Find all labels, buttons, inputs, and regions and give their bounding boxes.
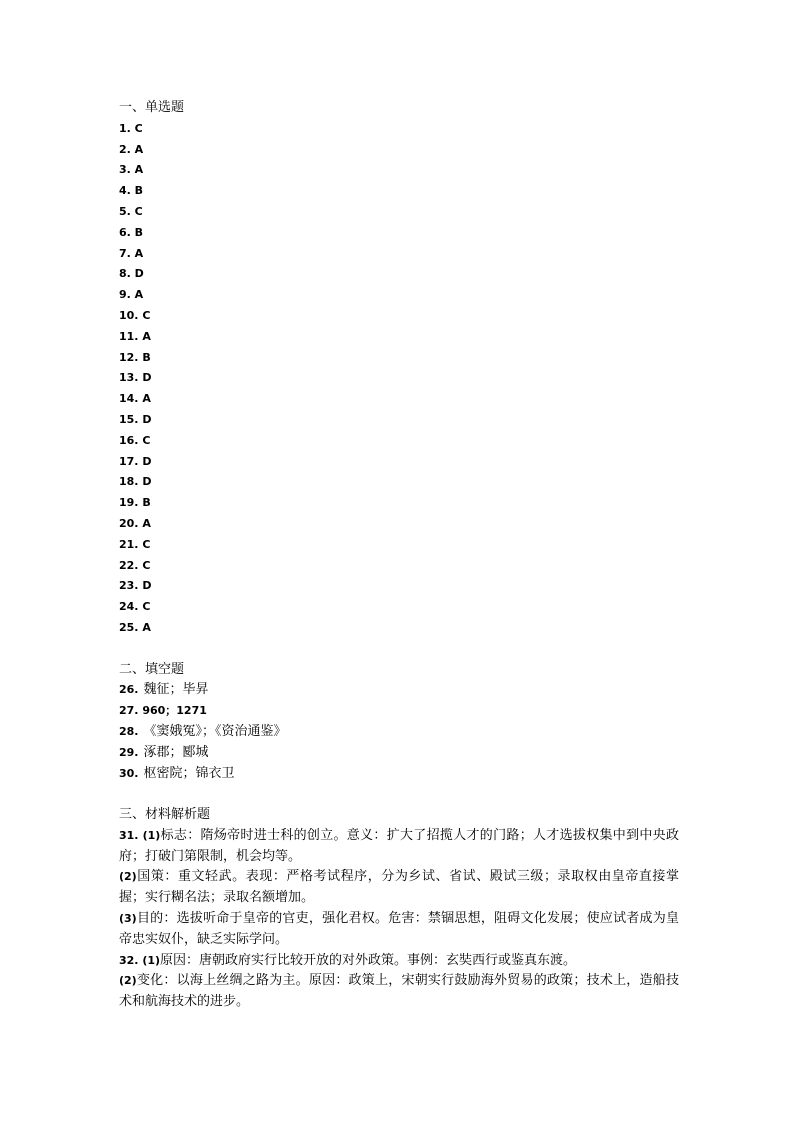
single-choice-answer: 19. B: [119, 496, 151, 510]
material-analysis-answer: [119, 971, 679, 1013]
single-choice-answer: 25. A: [119, 620, 151, 634]
single-choice-answer: 3. A: [119, 163, 144, 177]
section-spacer: [119, 639, 679, 660]
answer-text: 变化：以海上丝绸之路为主。原因：政策上，宋朝实行鼓励海外贸易的政策；技术上，造船技术和航海技术的进步。: [119, 973, 679, 1010]
single-choice-answer: 12. B: [119, 350, 151, 364]
single-choice-answer: 6. B: [119, 225, 144, 239]
question-number: (2): [119, 870, 137, 884]
material-analysis-answer: [119, 826, 679, 868]
single-choice-answer: 1. C: [119, 121, 143, 135]
single-choice-answer: 8. D: [119, 267, 144, 281]
fill-blank-answer-list: [119, 680, 679, 784]
fill-blank-answer: [119, 701, 679, 722]
question-number: 26.: [119, 683, 139, 697]
section-spacer: [119, 784, 679, 805]
material-analysis-answer-list: [119, 826, 679, 1013]
material-analysis-answer: [119, 951, 679, 972]
question-number: 30.: [119, 766, 139, 780]
answer-text: 枢密院；锦衣卫: [143, 765, 235, 781]
material-analysis-answer: [119, 909, 679, 951]
question-number: (2): [119, 974, 137, 988]
single-choice-answer: 15. D: [119, 412, 152, 426]
fill-blank-answer: [119, 743, 679, 764]
question-number: 28.: [119, 724, 139, 738]
single-choice-answer: 5. C: [119, 204, 143, 218]
fill-blank-answer: [119, 680, 679, 701]
answer-text: 目的：选拔听命于皇帝的官吏，强化君权。危害：禁锢思想，阻碍文化发展；使应试者成为皇帝忠实奴仆，缺乏实际学问。: [119, 911, 679, 947]
single-choice-answer: 16. C: [119, 433, 151, 447]
single-choice-answer: 4. B: [119, 184, 144, 198]
section-title-fill-blank: 二、填空题: [119, 661, 185, 677]
single-choice-answer: 9. A: [119, 288, 144, 302]
question-number: 27. 960；1271: [119, 704, 207, 718]
single-choice-answer: 22. C: [119, 558, 151, 572]
single-choice-answer-list: [119, 119, 679, 639]
answer-text: 魏征；毕昇: [143, 682, 209, 698]
single-choice-answer: 18. D: [119, 475, 152, 489]
answer-sheet: [119, 98, 679, 1013]
single-choice-answer: 13. D: [119, 371, 152, 385]
section-title-material-analysis: 三、材料解析题: [119, 807, 211, 823]
question-number: 29.: [119, 745, 139, 759]
single-choice-answer: 17. D: [119, 454, 152, 468]
answer-text: 涿郡；郾城: [143, 744, 209, 760]
fill-blank-answer: [119, 722, 679, 743]
section-title-single-choice: 一、单选题: [119, 100, 185, 115]
answer-text: 《窦娥冤》；《资治通鉴》: [143, 723, 287, 739]
single-choice-answer: 14. A: [119, 392, 151, 406]
single-choice-answer: 20. A: [119, 516, 151, 530]
single-choice-answer: 21. C: [119, 537, 151, 551]
answer-text: 标志：隋炀帝时进士科的创立。意义：扩大了招揽人才的门路；人才选拔权集中到中央政府；打破门第限制，机会均等。: [119, 827, 679, 864]
question-number: 31. (1): [119, 828, 161, 842]
single-choice-answer: 10. C: [119, 308, 151, 322]
single-choice-answer: 2. A: [119, 142, 144, 156]
question-number: (3): [119, 912, 137, 926]
material-analysis-answer: [119, 867, 679, 909]
single-choice-answer: 23. D: [119, 579, 152, 593]
answer-text: 国策：重文轻武。表现：严格考试程序，分为乡试、省试、殿试三级；录取权由皇帝直接掌握；实行糊名法；录取名额增加。: [119, 869, 679, 906]
single-choice-answer: 7. A: [119, 246, 144, 260]
answer-text: 原因：唐朝政府实行比较开放的对外政策。事例：玄奘西行或鉴真东渡。: [160, 952, 577, 968]
question-number: 32. (1): [119, 953, 161, 967]
single-choice-answer: 24. C: [119, 600, 151, 614]
single-choice-answer: 11. A: [119, 329, 151, 343]
fill-blank-answer: [119, 764, 679, 785]
